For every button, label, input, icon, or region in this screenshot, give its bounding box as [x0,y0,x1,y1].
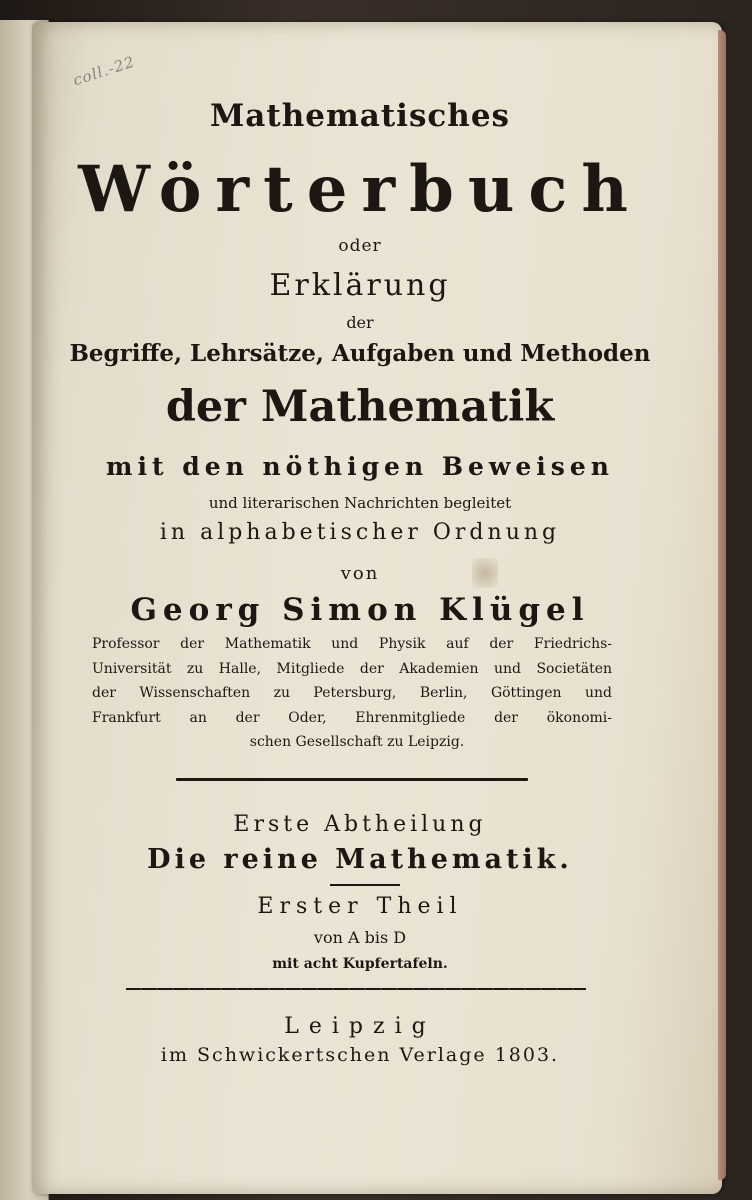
plates-note: mit acht Kupfertafeln. [272,956,448,972]
short-rule [330,884,400,886]
divider-rule [176,778,528,781]
title-line-2: Wörterbuch [78,152,642,227]
line-alphabetischer: in alphabetischer Ordnung [159,520,561,545]
section-label: Erste Abtheilung [233,812,487,837]
author-title-line: Frankfurt an der Oder, Ehrenmitgliede der ökonomi- [92,709,612,726]
imprint-publisher: im Schwickertschen Verlage 1803. [160,1044,560,1066]
line-von: von [340,563,380,584]
line-beweisen: mit den nöthigen Beweisen [106,452,614,481]
author-titles [92,632,612,755]
letter-range: von A bis D [313,928,407,947]
title-line-1: Mathematisches [209,98,510,134]
author-title-line: Universität zu Halle, Mitgliede der Akademien und Societäten [92,660,612,677]
line-der-mathematik: der Mathematik [165,382,555,432]
author-title-line: Professor der Mathematik und Physik auf der Friedrichs- [92,636,612,652]
line-der: der [346,313,374,332]
line-literarischen: und literarischen Nachrichten begleitet [208,494,512,512]
author-title-line: der Wissenschaften zu Petersburg, Berlin, Göttingen und [92,685,612,701]
line-oder: oder [338,236,382,256]
section-title: Die reine Mathematik. [147,844,573,875]
line-erklarung: Erklärung [269,268,451,303]
author-name: Georg Simon Klügel [130,592,590,628]
imprint-rule [126,988,586,990]
line-begriffe: Begriffe, Lehrsätze, Aufgaben und Methoden [69,340,651,367]
imprint-place: Leipzig [284,1014,436,1039]
part-label: Erster Theil [257,894,463,919]
author-title-line: schen Gesellschaft zu Leipzig. [249,734,465,750]
pencil-annotation: coll.-22 [70,52,138,90]
